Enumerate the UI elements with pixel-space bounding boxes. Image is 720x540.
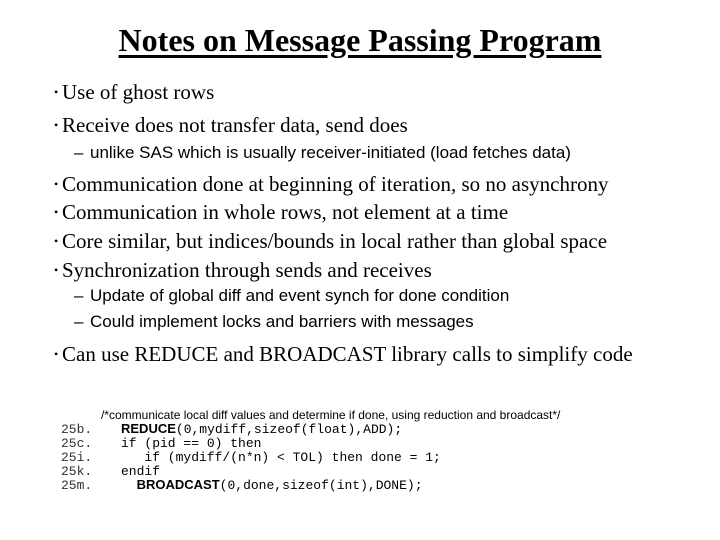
code-text: endif (121, 464, 161, 479)
code-indent (121, 478, 137, 493)
slide-title: Notes on Message Passing Program (118, 22, 602, 58)
code-indent (121, 450, 144, 465)
bullet-synchronization (54, 258, 432, 282)
line-number: 25i. (61, 450, 93, 465)
code-text: if (mydiff/(n*n) < TOL) then done = 1; (144, 450, 441, 465)
code-block (61, 422, 441, 492)
code-text: if (pid == 0) then (121, 436, 262, 451)
bullet-text: Synchronization through sends and receives (62, 258, 432, 282)
code-line (61, 464, 441, 478)
code-comment: /*communicate local diff values and determine if done, using reduction and broadcast*/ (101, 408, 561, 422)
bullet-marker: • (54, 118, 59, 132)
bullet-marker: • (54, 177, 59, 191)
subbullet-locks-barriers (74, 312, 474, 332)
code-keyword: BROADCAST (136, 477, 220, 492)
bullet-text: Use of ghost rows (62, 80, 215, 104)
code-text: (0,done,sizeof(int),DONE); (219, 478, 423, 493)
code-line (61, 436, 441, 450)
sub-marker: – (74, 286, 84, 305)
subbullet-global-diff (74, 286, 510, 306)
bullet-ghost-rows (54, 80, 215, 104)
bullet-text: Can use REDUCE and BROADCAST library calls to simplify code (62, 342, 633, 366)
code-line (61, 478, 441, 492)
code-line (61, 422, 441, 436)
line-number: 25m. (61, 478, 93, 493)
bullet-text: Receive does not transfer data, send does (62, 113, 408, 137)
bullet-whole-rows (54, 200, 509, 224)
bullet-reduce-broadcast (54, 342, 633, 366)
bullet-text: Core similar, but indices/bounds in local rather than global space (62, 229, 608, 253)
subbullet-text: Update of global diff and event synch for done condition (90, 286, 510, 305)
bullet-marker: • (54, 234, 59, 248)
bullet-marker: • (54, 205, 59, 219)
bullet-text: Communication done at beginning of iteration, so no asynchrony (62, 172, 609, 196)
subbullet-text: unlike SAS which is usually receiver-initiated (load fetches data) (90, 143, 571, 162)
bullet-marker: • (54, 85, 59, 99)
code-text: (0,mydiff,sizeof(float),ADD); (175, 422, 403, 437)
subbullet-sas (74, 143, 571, 163)
line-number: 25b. (61, 422, 93, 437)
bullet-receive-send (54, 113, 408, 137)
code-line (61, 450, 441, 464)
sub-marker: – (74, 312, 84, 331)
subbullet-text: Could implement locks and barriers with messages (90, 312, 474, 331)
bullet-marker: • (54, 263, 59, 277)
bullet-marker: • (54, 347, 59, 361)
bullet-core-similar (54, 229, 608, 253)
code-keyword: REDUCE (121, 421, 176, 436)
bullet-communication-beginning (54, 172, 609, 196)
line-number: 25k. (61, 464, 93, 479)
bullet-text: Communication in whole rows, not element at a time (62, 200, 509, 224)
sub-marker: – (74, 143, 84, 162)
line-number: 25c. (61, 436, 93, 451)
